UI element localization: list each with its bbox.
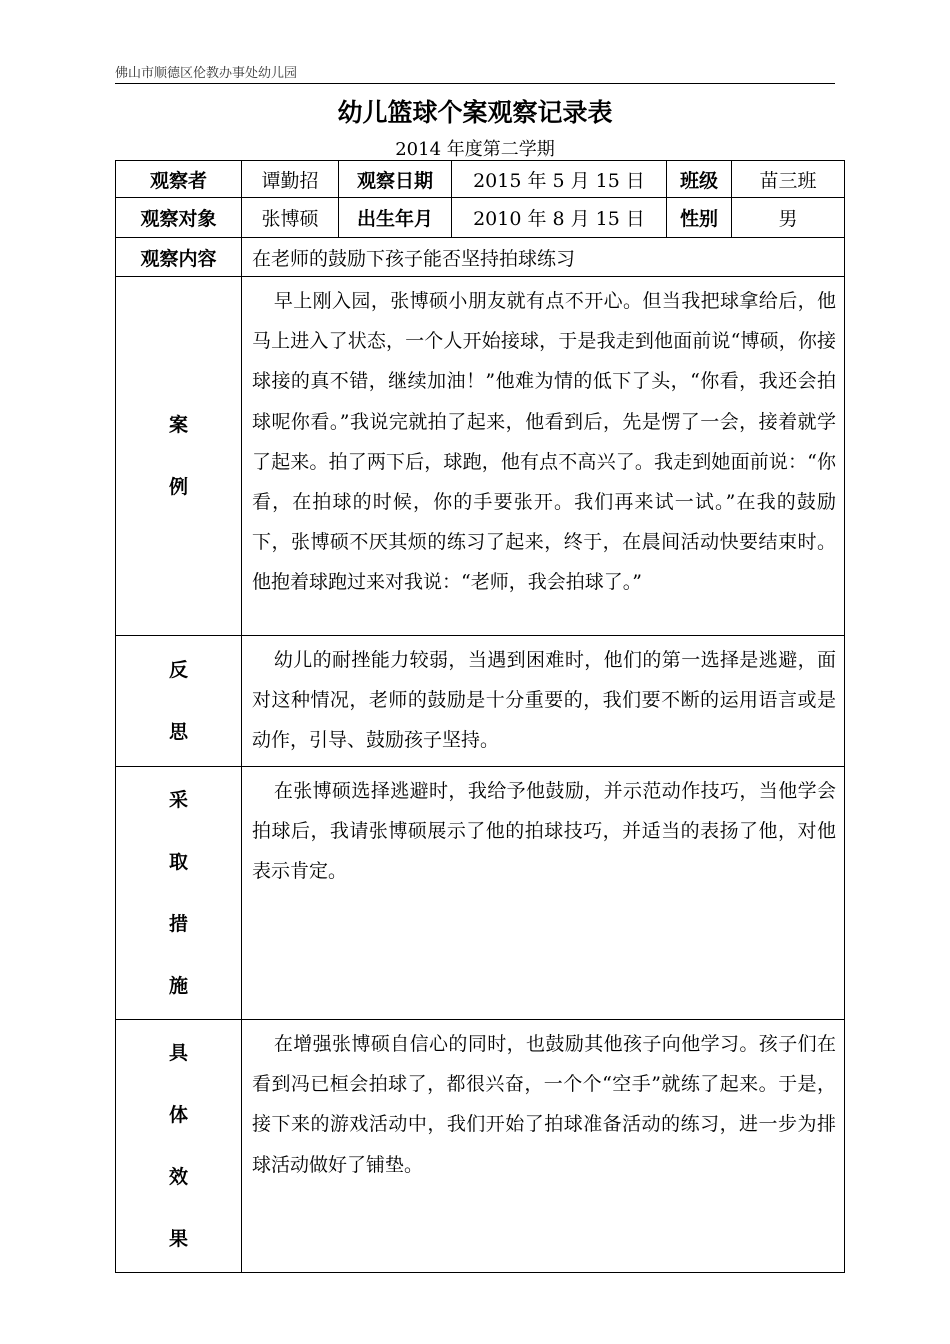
section-effect-body: [242, 1020, 845, 1273]
section-reflection-label: [116, 636, 242, 767]
section-case-row: [116, 277, 845, 636]
section-measures-text: 在张博硕选择逃避时，我给予他鼓励，并示范动作技巧，当他学会拍球后，我请张博硕展示了他的拍球技巧，并适当的表扬了他，对他表示肯定。: [252, 780, 836, 883]
document-subtitle: 2014 年度第二学期: [395, 139, 555, 160]
section-label-char: 反: [168, 659, 188, 681]
section-label-char: 案: [168, 414, 188, 436]
table-row: [116, 161, 845, 198]
subject-label: 观察对象: [116, 198, 242, 238]
section-effect-row: [116, 1020, 845, 1273]
section-case-text: 早上刚入园，张博硕小朋友就有点不开心。但当我把球拿给后，他马上进入了状态，一个人开始接球，于是我走到他面前说“博硕，你接球接的真不错，继续加油！”他难为情的低下了头，“你看，我还会拍球呢你看。”我说完就拍了起来，他看到后，先是愣了一会，接着就学了起来。拍了两下后，球跑，他有点不高兴了。我走到她面前说：“你看，在拍球的时候，你的手要张开。我们再来试一试。”在我的鼓励下，张博硕不厌其烦的练习了起来，终于，在晨间活动快要结束时。他抱着球跑过来对我说：“老师，我会拍球了。”: [252, 290, 836, 594]
section-case-body: [242, 277, 845, 636]
section-label-char: 取: [168, 851, 188, 873]
section-reflection-row: [116, 636, 845, 767]
section-label-char: 思: [168, 721, 188, 743]
observer-value: 谭勤招: [242, 161, 339, 198]
header-organization: 佛山市顺德区伦教办事处幼儿园: [115, 66, 298, 81]
section-reflection-text: 幼儿的耐挫能力较弱，当遇到困难时，他们的第一选择是逃避，面对这种情况，老师的鼓励是十分重要的，我们要不断的运用语言或是动作，引导、鼓励孩子坚持。: [252, 649, 836, 752]
gender-value: 男: [732, 198, 845, 238]
class-label: 班级: [667, 161, 732, 198]
section-label-char: 例: [168, 476, 188, 498]
content-label: 观察内容: [116, 238, 242, 277]
section-label-char: 效: [168, 1166, 188, 1188]
birth-label: 出生年月: [339, 198, 452, 238]
class-value: 苗三班: [732, 161, 845, 198]
section-measures-label: [116, 767, 242, 1020]
section-reflection-body: [242, 636, 845, 767]
observer-label: 观察者: [116, 161, 242, 198]
section-effect-text: 在增强张博硕自信心的同时，也鼓励其他孩子向他学习。孩子们在看到冯已桓会拍球了，都很兴奋，一个个“空手”就练了起来。于是，接下来的游戏活动中，我们开始了拍球准备活动的练习，进一步为排球活动做好了铺垫。: [252, 1033, 836, 1176]
table-row: [116, 198, 845, 238]
document-title: 幼儿篮球个案观察记录表: [337, 98, 613, 127]
observation-record-table: [115, 160, 845, 1273]
subject-value: 张博硕: [242, 198, 339, 238]
table-row: [116, 238, 845, 277]
section-label-char: 具: [168, 1042, 188, 1064]
gender-label: 性别: [667, 198, 732, 238]
section-label-char: 施: [168, 975, 188, 997]
section-measures-body: [242, 767, 845, 1020]
section-label-char: 果: [168, 1228, 188, 1250]
date-label: 观察日期: [339, 161, 452, 198]
section-label-char: 措: [168, 913, 188, 935]
birth-value: 2010 年 8 月 15 日: [452, 198, 667, 238]
content-value: 在老师的鼓励下孩子能否坚持拍球练习: [242, 238, 845, 277]
section-effect-label: [116, 1020, 242, 1273]
header-divider: [115, 83, 835, 84]
section-measures-row: [116, 767, 845, 1020]
section-label-char: 体: [168, 1104, 188, 1126]
date-value: 2015 年 5 月 15 日: [452, 161, 667, 198]
section-label-char: 采: [168, 789, 188, 811]
section-case-label: [116, 277, 242, 636]
